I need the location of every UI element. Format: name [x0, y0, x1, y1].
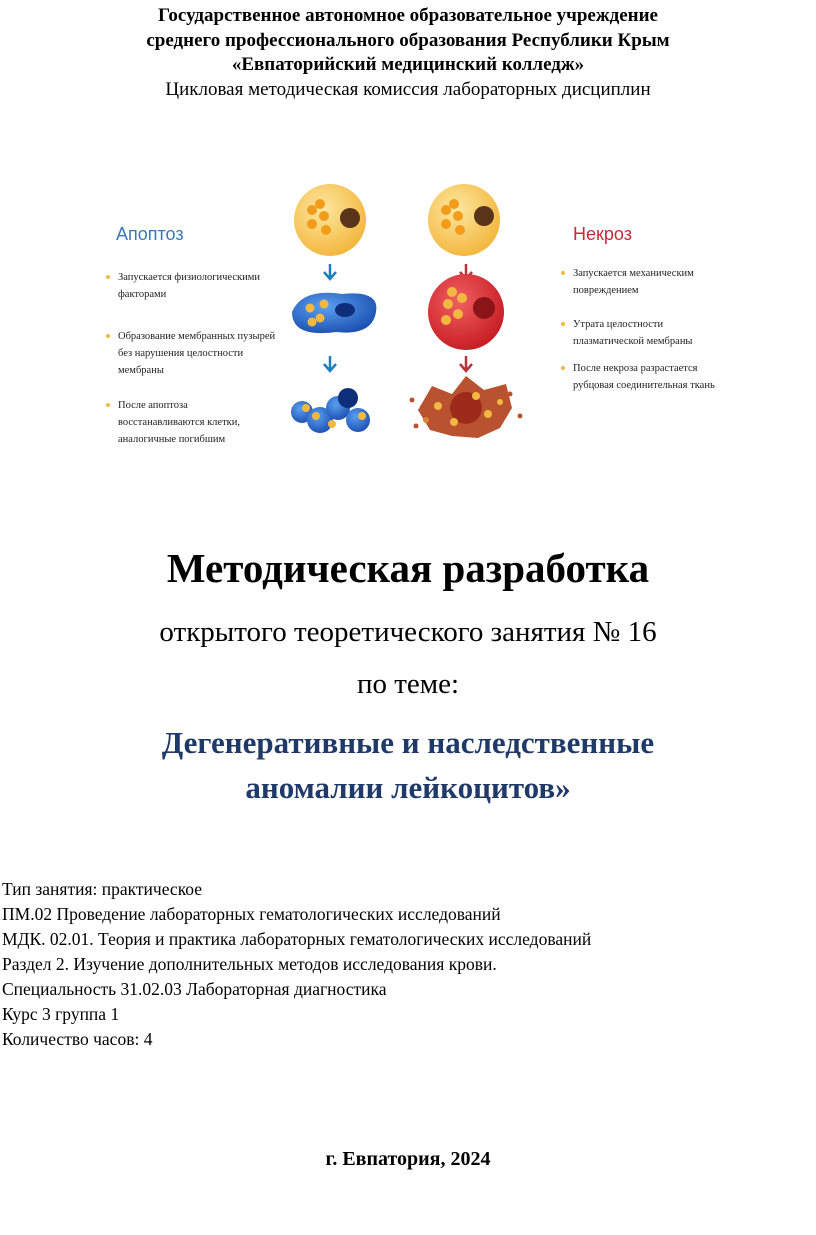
info-section: Раздел 2. Изучение дополнительных методов исследования крови. [2, 954, 497, 974]
necrosis-bullet-3: После некроза разрастается рубцовая соединительная ткань [573, 360, 723, 394]
necrosis-title: Некроз [573, 224, 632, 244]
lesson-topic-line-2: аномалии лейкоцитов» [245, 770, 571, 805]
lesson-topic-line-1: Дегенеративные и наследственные [161, 725, 655, 760]
lesson-topic [0, 720, 816, 810]
apoptosis-necrosis-figure [80, 180, 740, 470]
apoptosis-fragmented-cell [291, 388, 370, 433]
apoptosis-title: Апоптоз [116, 224, 184, 244]
city-year: г. Евпатория, 2024 [325, 1148, 491, 1170]
info-specialty: Специальность 31.02.03 Лабораторная диагностика [2, 979, 387, 999]
apoptosis-bullet-2: Образование мембранных пузырей без нарушения целостности мембраны [118, 328, 288, 379]
header-line-2: среднего профессионального образования Республики Крым [146, 29, 670, 51]
info-hours: Количество часов: 4 [2, 1029, 153, 1049]
apoptosis-healthy-cell [294, 184, 366, 256]
necrosis-swollen-cell [428, 274, 504, 350]
header-line-1: Государственное автономное образовательное учреждение [157, 5, 658, 26]
info-course-group: Курс 3 группа 1 [2, 1004, 120, 1024]
necrosis-bullet-1: Запускается механическим повреждением [573, 265, 723, 299]
apoptosis-bullet-1: Запускается физиологическими факторами [118, 269, 288, 303]
apoptosis-bullet-3: После апоптоза восстанавливаются клетки, аналогичные погибшим [118, 397, 268, 448]
apoptosis-shrinking-cell [292, 293, 376, 333]
necrosis-arrow-2 [460, 356, 472, 371]
lesson-info [2, 877, 591, 1052]
necrosis-healthy-cell [428, 184, 500, 256]
info-course-module: МДК. 02.01. Теория и практика лабораторных гематологических исследований [2, 929, 592, 949]
necrosis-ruptured-cell [410, 376, 523, 438]
document-subtitle: открытого теоретического занятия № 16 [159, 616, 657, 648]
apoptosis-arrow-2 [324, 356, 336, 371]
institution-header [0, 4, 816, 102]
document-title: Методическая разработка [166, 545, 650, 591]
info-lesson-type: Тип занятия: практическое [2, 879, 203, 899]
header-line-3: «Евпаторийский медицинский колледж» [231, 54, 585, 75]
apoptosis-arrow-1 [324, 264, 336, 279]
document-subtitle-topic-label: по теме: [356, 668, 460, 700]
necrosis-bullet-2: Утрата целостности плазматической мембраны [573, 316, 723, 350]
info-module: ПМ.02 Проведение лабораторных гематологических исследований [2, 904, 501, 924]
header-line-4: Цикловая методическая комиссия лабораторных дисциплин [165, 78, 651, 100]
